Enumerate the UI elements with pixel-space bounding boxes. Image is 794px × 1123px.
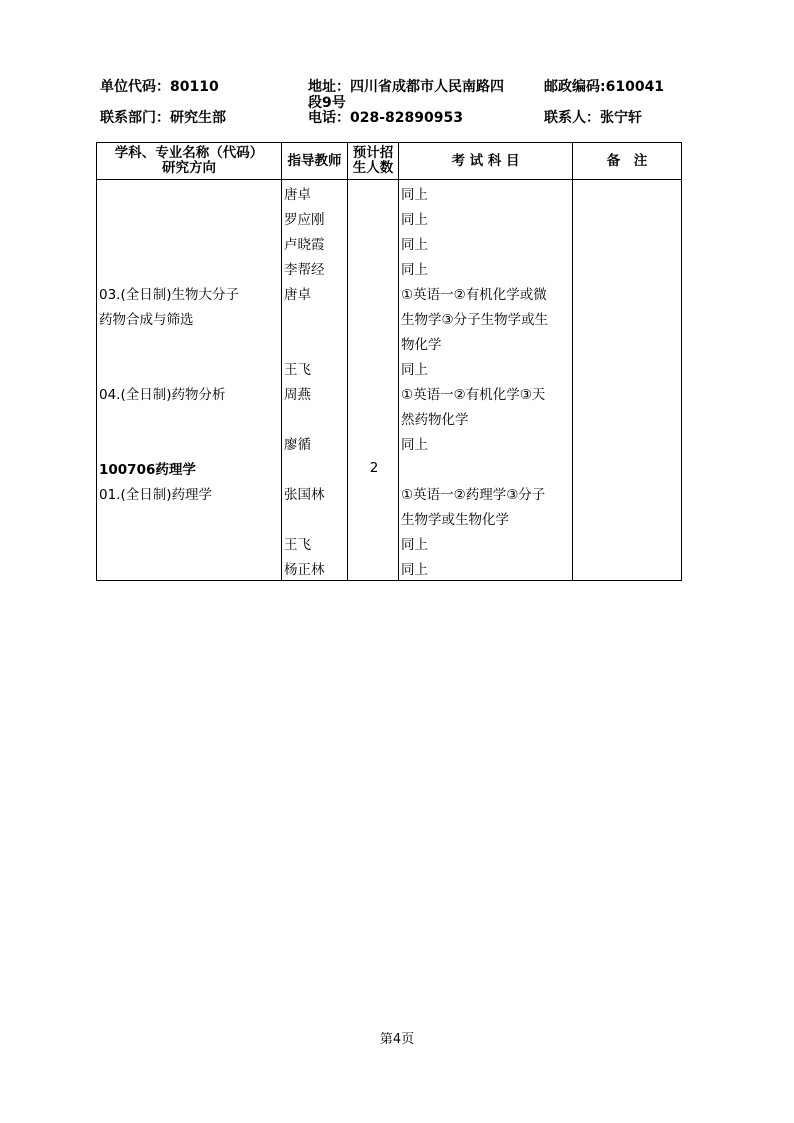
cell-advisor: 卢晓霞 <box>282 230 348 255</box>
cell-quota <box>348 530 399 555</box>
cell-subject <box>97 530 282 555</box>
cell-exam: 同上 <box>399 530 573 555</box>
cell-exam: 然药物化学 <box>399 405 573 430</box>
cell-quota <box>348 405 399 430</box>
cell-remark <box>573 405 682 430</box>
cell-remark <box>573 230 682 255</box>
cell-exam: ①英语一②药理学③分子 <box>399 480 573 505</box>
cell-remark <box>573 530 682 555</box>
cell-quota <box>348 180 399 206</box>
table-row <box>97 455 682 480</box>
address-line2: 段9号 <box>308 95 346 111</box>
cell-advisor: 唐卓 <box>282 280 348 305</box>
cell-quota <box>348 255 399 280</box>
cell-quota <box>348 355 399 380</box>
cell-advisor <box>282 505 348 530</box>
address-line1: 地址：四川省成都市人民南路四 <box>308 79 504 95</box>
cell-remark <box>573 455 682 480</box>
table-row <box>97 530 682 555</box>
cell-quota: 2 <box>348 455 399 480</box>
table-row <box>97 280 682 305</box>
unit-code: 单位代码：80110 <box>100 79 219 95</box>
table-header-row <box>97 143 682 180</box>
cell-exam: 同上 <box>399 255 573 280</box>
cell-subject <box>97 230 282 255</box>
cell-advisor <box>282 405 348 430</box>
table-row <box>97 555 682 581</box>
cell-subject <box>97 180 282 206</box>
cell-subject <box>97 505 282 530</box>
exam-header: 考 试 科 目 <box>399 143 573 180</box>
cell-quota <box>348 505 399 530</box>
admission-table <box>96 142 682 581</box>
cell-quota <box>348 430 399 455</box>
cell-quota <box>348 230 399 255</box>
quota-header: 预计招 生人数 <box>348 143 399 180</box>
table-row <box>97 405 682 430</box>
cell-quota <box>348 330 399 355</box>
subject-header: 学科、专业名称（代码） 研究方向 <box>97 143 282 180</box>
cell-exam: 同上 <box>399 205 573 230</box>
cell-exam: 生物学③分子生物学或生 <box>399 305 573 330</box>
cell-advisor: 周燕 <box>282 380 348 405</box>
table-row <box>97 480 682 505</box>
cell-exam: 同上 <box>399 430 573 455</box>
table-row <box>97 505 682 530</box>
cell-subject <box>97 255 282 280</box>
cell-subject: 药物合成与筛选 <box>97 305 282 330</box>
cell-advisor: 李帮经 <box>282 255 348 280</box>
cell-exam: 同上 <box>399 230 573 255</box>
cell-exam: 同上 <box>399 180 573 206</box>
cell-advisor: 杨正林 <box>282 555 348 581</box>
cell-remark <box>573 305 682 330</box>
cell-remark <box>573 280 682 305</box>
cell-remark <box>573 330 682 355</box>
cell-remark <box>573 180 682 206</box>
table-row <box>97 230 682 255</box>
cell-advisor: 罗应刚 <box>282 205 348 230</box>
cell-remark <box>573 555 682 581</box>
cell-remark <box>573 255 682 280</box>
cell-advisor: 唐卓 <box>282 180 348 206</box>
remark-header: 备 注 <box>573 143 682 180</box>
postcode: 邮政编码:610041 <box>544 79 665 95</box>
cell-exam: 生物学或生物化学 <box>399 505 573 530</box>
cell-advisor: 王飞 <box>282 355 348 380</box>
cell-subject <box>97 205 282 230</box>
table-row <box>97 205 682 230</box>
cell-advisor <box>282 305 348 330</box>
cell-remark <box>573 355 682 380</box>
table-row <box>97 255 682 280</box>
cell-advisor <box>282 455 348 480</box>
cell-quota <box>348 380 399 405</box>
cell-subject <box>97 355 282 380</box>
cell-subject <box>97 555 282 581</box>
cell-remark <box>573 505 682 530</box>
cell-quota <box>348 280 399 305</box>
contact-person: 联系人：张宁轩 <box>544 110 642 126</box>
cell-advisor <box>282 330 348 355</box>
cell-exam: 同上 <box>399 555 573 581</box>
cell-subject <box>97 330 282 355</box>
cell-advisor: 王飞 <box>282 530 348 555</box>
cell-exam <box>399 455 573 480</box>
cell-quota <box>348 480 399 505</box>
cell-exam: ①英语一②有机化学③天 <box>399 380 573 405</box>
page-number: 第4页 <box>379 1032 415 1047</box>
cell-exam: 同上 <box>399 355 573 380</box>
cell-quota <box>348 205 399 230</box>
advisor-header: 指导教师 <box>282 143 348 180</box>
cell-exam: 物化学 <box>399 330 573 355</box>
cell-remark <box>573 205 682 230</box>
cell-subject: 01.(全日制)药理学 <box>97 480 282 505</box>
table-row <box>97 305 682 330</box>
cell-remark <box>573 430 682 455</box>
cell-quota <box>348 305 399 330</box>
contact-department: 联系部门：研究生部 <box>100 110 226 126</box>
phone: 电话：028-82890953 <box>308 110 463 126</box>
cell-subject: 04.(全日制)药物分析 <box>97 380 282 405</box>
cell-quota <box>348 555 399 581</box>
table-row <box>97 380 682 405</box>
table-row <box>97 430 682 455</box>
cell-exam: ①英语一②有机化学或微 <box>399 280 573 305</box>
cell-subject: 03.(全日制)生物大分子 <box>97 280 282 305</box>
table-row <box>97 355 682 380</box>
table-row <box>97 180 682 206</box>
table-row <box>97 330 682 355</box>
cell-remark <box>573 380 682 405</box>
cell-advisor: 廖循 <box>282 430 348 455</box>
cell-subject <box>97 405 282 430</box>
cell-advisor: 张国林 <box>282 480 348 505</box>
cell-remark <box>573 480 682 505</box>
cell-subject <box>97 430 282 455</box>
cell-subject: 100706药理学 <box>97 455 282 480</box>
